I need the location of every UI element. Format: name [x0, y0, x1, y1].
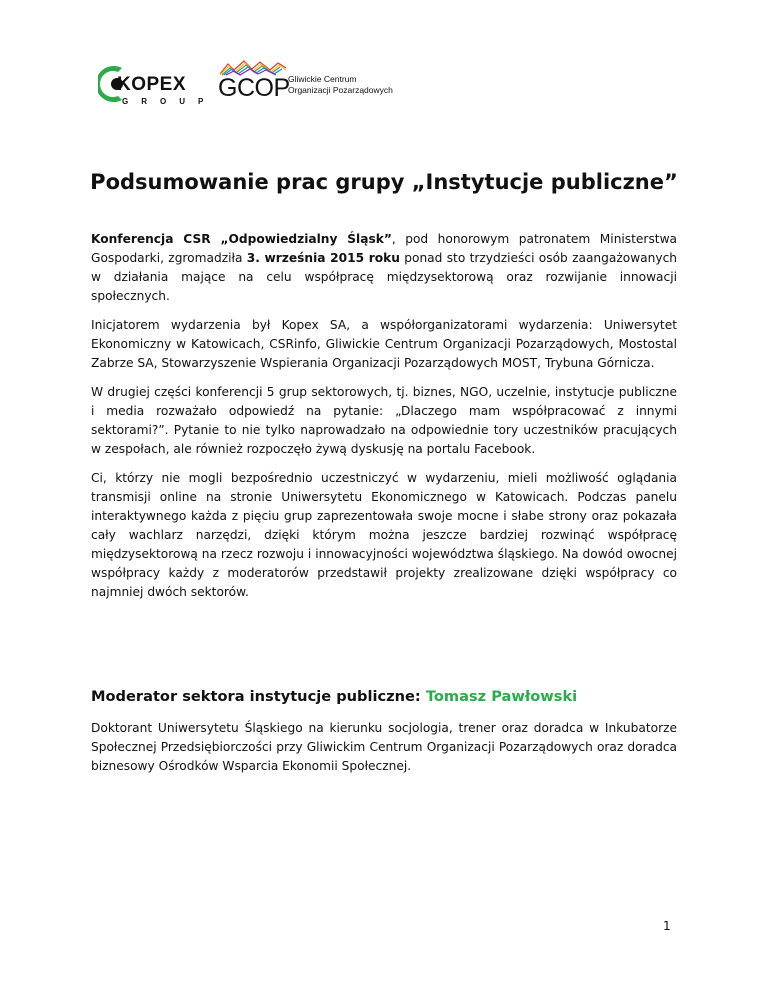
document-body	[91, 230, 677, 612]
moderator-bio: Doktorant Uniwersytetu Śląskiego na kierunku socjologia, trener oraz doradca w Inkubatorze Społecznej Przedsiębiorczości przy Gliwickim Centrum Organizacji Pozarządowych oraz doradca biznesowy Ośrodków Wsparcia Ekonomii Społecznej.	[91, 721, 677, 773]
page-number: 1	[663, 919, 671, 933]
conference-date: 3. września 2015 roku	[246, 251, 400, 265]
gcop-fullname-line1: Gliwickie Centrum	[288, 74, 357, 84]
moderator-heading	[91, 688, 577, 705]
kopex-group-label: GROUP	[122, 97, 217, 106]
moderator-name: Tomasz Pawłowski	[425, 688, 578, 705]
kopex-wordmark: KOPEX	[117, 74, 187, 95]
paragraph-intro	[91, 230, 677, 306]
gcop-logo	[218, 60, 290, 108]
paragraph-groups: W drugiej części konferencji 5 grup sektorowych, tj. biznes, NGO, uczelnie, instytucje publiczne i media rozważało odpowiedź na pytanie: „Dlaczego mam współpracować z innymi sektorami?”. Pytanie to nie tylko naprowadzało na odpowiednie tory uczestników pracujących w zespołach, ale również rozpoczęło żywą dyskusję na portalu Facebook.	[91, 385, 677, 456]
paragraph-intro-text-2: ponad sto trzydzieści osób zaangażowanych w działania mające na celu współpracę międzysektorową oraz rozwijanie innowacji społecznych.	[91, 251, 677, 303]
page-title: Podsumowanie prac grupy „Instytucje publiczne”	[90, 170, 678, 194]
paragraph-organizers: Inicjatorem wydarzenia był Kopex SA, a współorganizatorami wydarzenia: Uniwersytet Ekonomiczny w Katowicach, CSRinfo, Gliwickie Centrum Organizacji Pozarządowych, Mostostal Zabrze SA, Stowarzyszenie Wspierania Organizacji Pozarządowych MOST, Trybuna Górnicza.	[91, 318, 677, 370]
kopex-logo	[98, 62, 217, 110]
paragraph-transmission: Ci, którzy nie mogli bezpośrednio uczestniczyć w wydarzeniu, mieli możliwość oglądania transmisji online na stronie Uniwersytetu Ekonomicznego w Katowicach. Podczas panelu interaktywnego każda z pięciu grup zaprezentowała swoje mocne i słabe strony oraz pokazała cały wachlarz narzędzi, dzięki którym można jeszcze bardziej rozwinąć współpracę międzysektorową na rzecz rozwoju i innowacyjności województwa śląskiego. Na dowód owocnej współpracy każdy z moderatorów przedstawił projekty zrealizowane dzięki współpracy co najmniej dwóch sektorów.	[91, 471, 677, 599]
gcop-wordmark: GCOP	[218, 74, 290, 102]
conference-name: Konferencja CSR „Odpowiedzialny Śląsk”	[91, 232, 392, 246]
gcop-fullname-line2: Organizacji Pozarządowych	[288, 85, 393, 95]
header-logos	[98, 56, 398, 112]
moderator-label: Moderator sektora instytucje publiczne:	[91, 688, 426, 705]
paragraph-intro-text-1: , pod honorowym patronatem Ministerstwa Gospodarki, zgromadziła	[91, 232, 678, 265]
gcop-fullname	[288, 74, 398, 96]
